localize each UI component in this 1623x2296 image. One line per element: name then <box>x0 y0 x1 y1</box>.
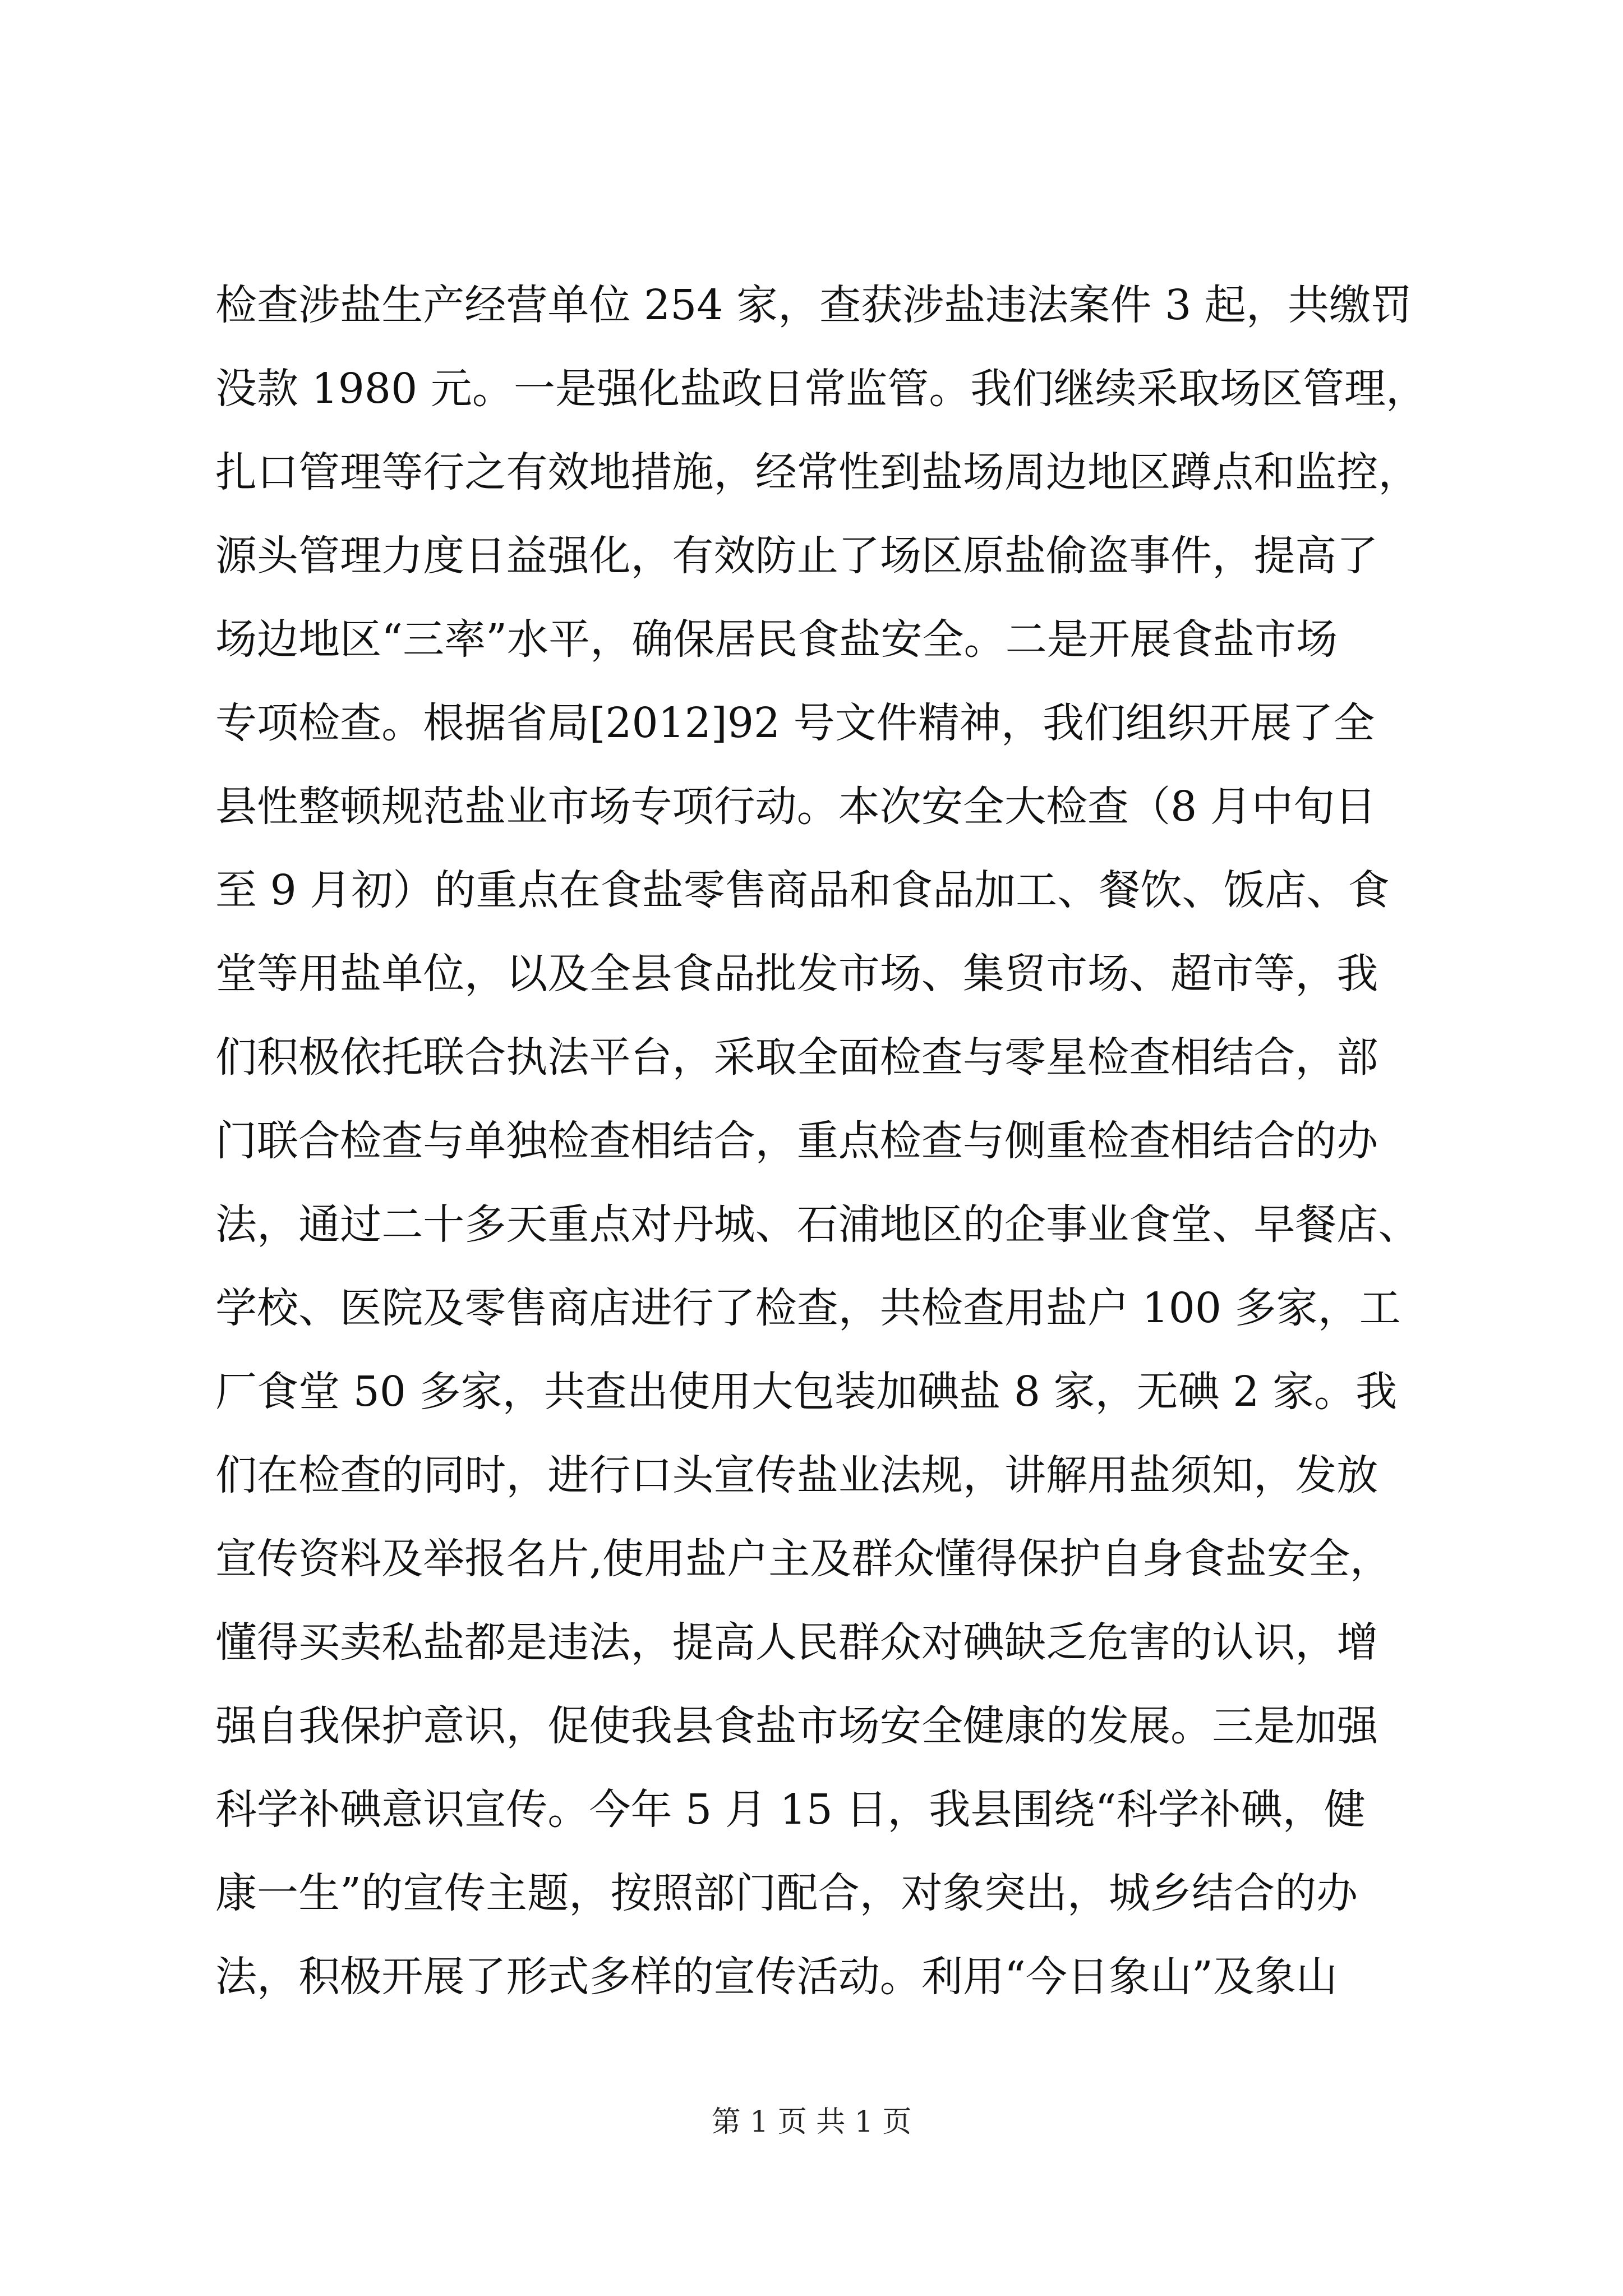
text-line: 堂等用盐单位，以及全县食品批发市场、集贸市场、超市等，我 <box>215 950 1378 998</box>
text-line: 们积极依托联合执法平台，采取全面检查与零星检查相结合，部 <box>215 1033 1378 1082</box>
page-footer <box>0 2102 1623 2142</box>
text-line: 强自我保护意识，促使我县食盐市场安全健康的发展。三是加强 <box>215 1702 1378 1750</box>
text-line: 门联合检查与单独检查相结合，重点检查与侧重检查相结合的办 <box>215 1117 1378 1165</box>
text-line: 宣传资料及举报名片,使用盐户主及群众懂得保护自身食盐安全， <box>215 1535 1391 1583</box>
text-line: 科学补碘意识宣传。今年 5 月 15 日，我县围绕“科学补碘，健 <box>215 1786 1366 1834</box>
text-line: 懂得买卖私盐都是违法，提高人民群众对碘缺乏危害的认识，增 <box>215 1618 1378 1667</box>
page-number: 第 1 页 共 1 页 <box>711 2105 912 2139</box>
text-line: 没款 1980 元。一是强化盐政日常监管。我们继续采取场区管理， <box>215 365 1427 413</box>
text-line: 专项检查。根据省局[2012]92 号文件精神，我们组织开展了全 <box>215 699 1375 747</box>
text-line: 至 9 月初）的重点在食盐零售商品和食品加工、餐饮、饭店、食 <box>215 866 1390 914</box>
text-line: 检查涉盐生产经营单位 254 家，查获涉盐违法案件 3 起，共缴罚 <box>215 281 1413 329</box>
text-line: 法，积极开展了形式多样的宣传活动。利用“今日象山”及象山 <box>215 1953 1338 2001</box>
text-line: 厂食堂 50 多家，共查出使用大包装加碘盐 8 家，无碘 2 家。我 <box>215 1368 1398 1416</box>
text-line: 县性整顿规范盐业市场专项行动。本次安全大检查（8 月中旬日 <box>215 783 1377 831</box>
text-line: 学校、医院及零售商店进行了检查，共检查用盐户 100 多家，工 <box>215 1284 1401 1332</box>
text-line: 场边地区“三率”水平，确保居民食盐安全。二是开展食盐市场 <box>215 615 1338 664</box>
text-line: 扎口管理等行之有效地措施，经常性到盐场周边地区蹲点和监控， <box>215 448 1420 496</box>
text-line: 法，通过二十多天重点对丹城、石浦地区的企事业食堂、早餐店、 <box>215 1200 1420 1249</box>
body-text <box>215 264 1483 2019</box>
text-line: 源头管理力度日益强化，有效防止了场区原盐偷盗事件，提高了 <box>215 532 1378 580</box>
text-line: 们在检查的同时，进行口头宣传盐业法规，讲解用盐须知，发放 <box>215 1451 1378 1499</box>
text-line: 康一生”的宣传主题，按照部门配合，对象突出，城乡结合的办 <box>215 1869 1358 1917</box>
